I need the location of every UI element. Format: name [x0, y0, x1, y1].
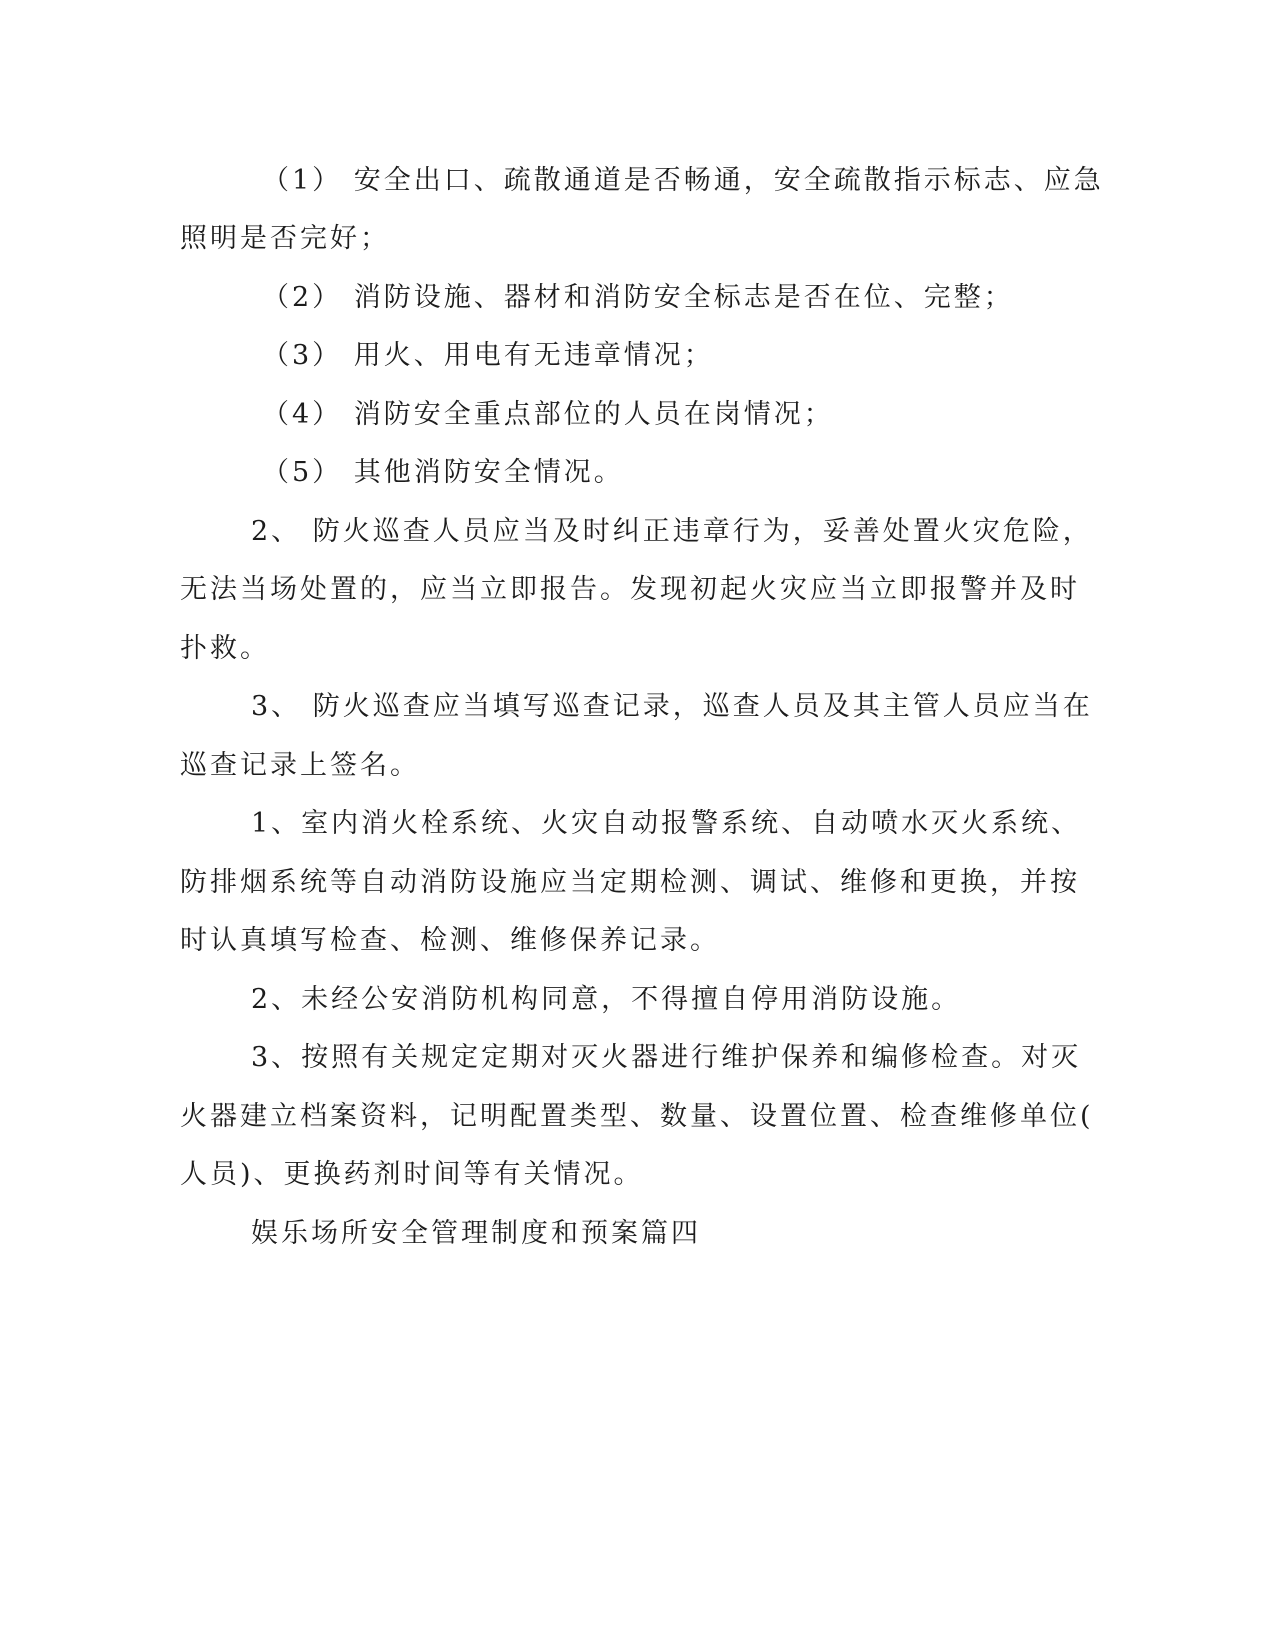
list-item-1-line-2: 照明是否完好；: [180, 223, 390, 254]
paragraph-2-line-3: 扑救。: [180, 633, 270, 664]
paragraph-5: 2、未经公安消防机构同意，不得擅自停用消防设施。: [251, 984, 962, 1015]
section-heading: 娱乐场所安全管理制度和预案篇四: [251, 1218, 701, 1249]
paragraph-2-line-1: 2、 防火巡查人员应当及时纠正违章行为，妥善处置火灾危险，: [251, 516, 1093, 547]
paragraph-3-line-1: 3、 防火巡查应当填写巡查记录，巡查人员及其主管人员应当在: [251, 691, 1093, 722]
list-item-4: （4） 消防安全重点部位的人员在岗情况；: [262, 399, 834, 430]
paragraph-6-line-3: 人员)、更换药剂时间等有关情况。: [180, 1159, 644, 1190]
paragraph-6-line-2: 火器建立档案资料，记明配置类型、数量、设置位置、检查维修单位(: [180, 1101, 1094, 1132]
list-item-1-line-1: （1） 安全出口、疏散通道是否畅通，安全疏散指示标志、应急: [262, 165, 1104, 196]
list-item-3: （3） 用火、用电有无违章情况；: [262, 340, 714, 371]
list-item-5: （5） 其他消防安全情况。: [262, 457, 624, 488]
list-item-2: （2） 消防设施、器材和消防安全标志是否在位、完整；: [262, 282, 1014, 313]
paragraph-2-line-2: 无法当场处置的，应当立即报告。发现初起火灾应当立即报警并及时: [180, 574, 1080, 605]
paragraph-4-line-1: 1、室内消火栓系统、火灾自动报警系统、自动喷水灭火系统、: [251, 808, 1082, 839]
paragraph-4-line-3: 时认真填写检查、检测、维修保养记录。: [180, 925, 720, 956]
paragraph-3-line-2: 巡查记录上签名。: [180, 750, 420, 781]
paragraph-4-line-2: 防排烟系统等自动消防设施应当定期检测、调试、维修和更换，并按: [180, 867, 1080, 898]
paragraph-6-line-1: 3、按照有关规定定期对灭火器进行维护保养和编修检查。对灭: [251, 1042, 1082, 1073]
